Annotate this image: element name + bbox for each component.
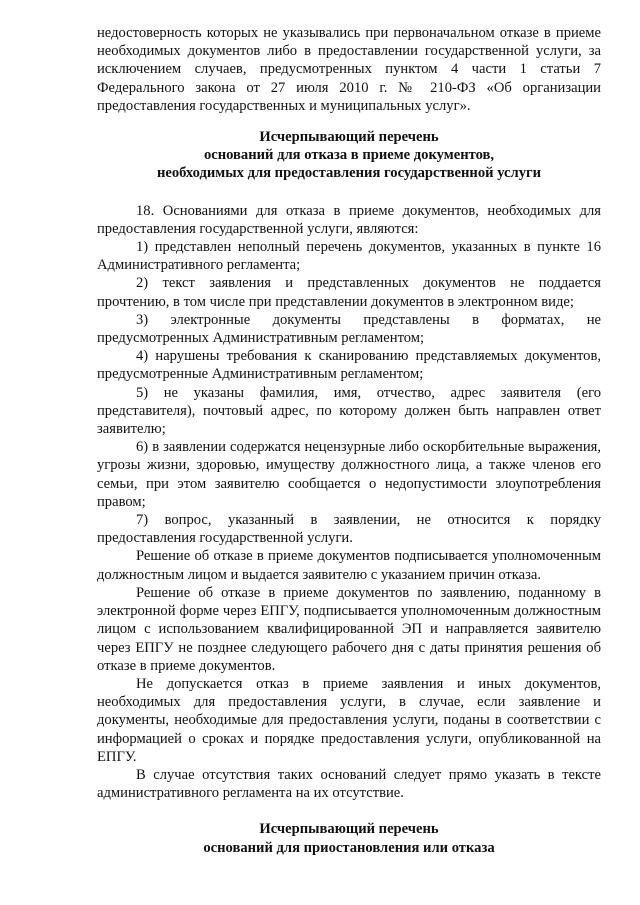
absence-note-paragraph: В случае отсутствия таких оснований следует прямо указать в тексте административного регламента на их отсутствие. bbox=[97, 766, 601, 802]
heading-line: Исчерпывающий перечень bbox=[259, 821, 439, 838]
paragraph-18-intro: 18. Основаниями для отказа в приеме документов, необходимых для предоставления государственной услуги, являются: bbox=[97, 202, 601, 237]
list-item-3: 3) электронные документы представлены в форматах, не предусмотренных Административным регламентом; bbox=[97, 311, 601, 347]
continuation-paragraph: недостоверность которых не указывались при первоначальном отказе в приеме необходимых документов либо в предоставлении государственной услуги, за исключением случаев, предусмотренных пунктом 4 части 1 статьи 7 Федерального закона от 27 июля 2010 г. № 210-ФЗ «Об организации предоставления государственных и муниципальных услуг». bbox=[97, 25, 601, 114]
section-heading-refusal-reasons bbox=[97, 128, 601, 183]
list-item-2: 2) текст заявления и представленных документов не поддается прочтению, в том числе при представлении документов в электронном виде; bbox=[97, 275, 601, 310]
heading-line: оснований для приостановления или отказа bbox=[203, 839, 495, 856]
decision-paragraph: Решение об отказе в приеме документов подписывается уполномоченным должностным лицом и выдается заявителю с указанием причин отказа. bbox=[97, 548, 601, 583]
list-item-6: 6) в заявлении содержатся нецензурные либо оскорбительные выражения, угрозы жизни, здоровью, имуществу должностного лица, а также членов его семьи, при этом заявителю сообщается о недопустимости злоупотребления правом; bbox=[97, 439, 601, 510]
heading-line: Исчерпывающий перечень bbox=[259, 129, 439, 146]
electronic-decision-paragraph: Решение об отказе в приеме документов по заявлению, поданному в электронной форме через ЕПГУ, подписывается уполномоченным должностным лицом с использованием квалифицированной ЭП и направляется заявителю через ЕПГУ не позднее следующего рабочего дня с даты принятия решения об отказе в приеме документов. bbox=[97, 584, 601, 674]
list-item-4: 4) нарушены требования к сканированию представляемых документов, предусмотренные Административным регламентом; bbox=[97, 348, 601, 383]
heading-line: необходимых для предоставления государственной услуги bbox=[156, 165, 542, 182]
document-page bbox=[97, 24, 601, 857]
section-heading-suspension-reasons bbox=[97, 820, 601, 856]
heading-line: оснований для отказа в приеме документов, bbox=[203, 147, 495, 164]
list-item-1: 1) представлен неполный перечень документов, указанных в пункте 16 Административного регламента; bbox=[97, 239, 601, 274]
list-item-7: 7) вопрос, указанный в заявлении, не относится к порядку предоставления государственной услуги. bbox=[97, 512, 601, 547]
list-item-5: 5) не указаны фамилия, имя, отчество, адрес заявителя (его представителя), почтовый адрес, по которому должен быть направлен ответ заявителю; bbox=[97, 384, 601, 438]
non-refusal-paragraph: Не допускается отказ в приеме заявления и иных документов, необходимых для предоставления услуги, в случае, если заявление и документы, необходимые для предоставления услуги, поданы в соответствии с информацией о сроках и порядке предоставления услуги, опубликованной на ЕПГУ. bbox=[97, 675, 601, 765]
